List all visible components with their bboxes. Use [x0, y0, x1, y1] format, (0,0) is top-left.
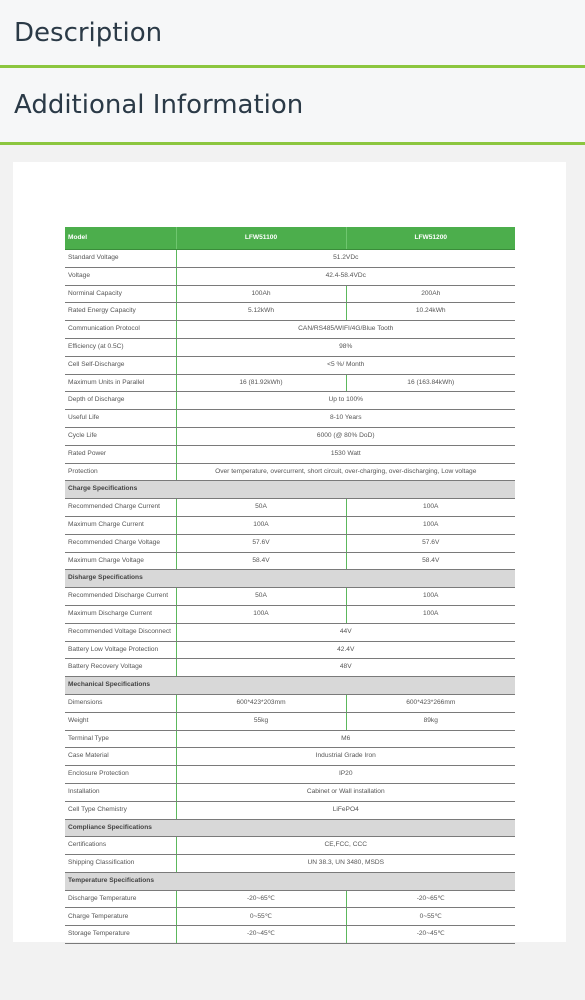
table-row — [65, 588, 515, 606]
row-label: Useful Life — [65, 410, 176, 428]
row-label: Cell Type Chemistry — [65, 801, 176, 819]
row-label: Battery Recovery Voltage — [65, 659, 176, 677]
row-value-lfw51200: -20~45℃ — [346, 926, 515, 944]
row-value-shared: Over temperature, overcurrent, short circuit, over-charging, over-discharging, Low voltage — [176, 463, 515, 481]
table-section-row — [65, 872, 515, 890]
row-label: Communication Protocol — [65, 321, 176, 339]
row-label: Case Material — [65, 748, 176, 766]
row-value-shared: CE,FCC, CCC — [176, 837, 515, 855]
table-header-cell: Model — [65, 227, 176, 250]
row-value-lfw51100: -20~45℃ — [176, 926, 346, 944]
row-value-shared: 44V — [176, 623, 515, 641]
table-row — [65, 285, 515, 303]
table-row — [65, 356, 515, 374]
row-label: Charge Temperature — [65, 908, 176, 926]
row-label: Voltage — [65, 267, 176, 285]
row-value-shared: IP20 — [176, 766, 515, 784]
row-value-lfw51200: 600*423*266mm — [346, 694, 515, 712]
row-value-lfw51100: 58.4V — [176, 552, 346, 570]
row-value-shared: UN 38.3, UN 3480, MSDS — [176, 855, 515, 873]
row-value-shared: LiFePO4 — [176, 801, 515, 819]
table-row — [65, 250, 515, 268]
row-label: Maximum Charge Current — [65, 516, 176, 534]
table-row — [65, 641, 515, 659]
row-value-lfw51200: 58.4V — [346, 552, 515, 570]
section-title: Disharge Specifications — [65, 570, 515, 588]
row-value-lfw51200: 10.24kWh — [346, 303, 515, 321]
table-row — [65, 267, 515, 285]
row-value-lfw51100: 55kg — [176, 712, 346, 730]
row-value-shared: Up to 100% — [176, 392, 515, 410]
table-row — [65, 837, 515, 855]
table-row — [65, 445, 515, 463]
row-value-lfw51200: 100A — [346, 605, 515, 623]
table-row — [65, 801, 515, 819]
row-value-lfw51200: 16 (163.84kWh) — [346, 374, 515, 392]
row-label: Rated Energy Capacity — [65, 303, 176, 321]
tab-additional-information-label: Additional Information — [14, 90, 304, 120]
table-header-cell: LFW51200 — [346, 227, 515, 250]
row-value-shared: M6 — [176, 730, 515, 748]
tab-description-label: Description — [14, 17, 163, 48]
row-label: Certifications — [65, 837, 176, 855]
row-value-lfw51100: 50A — [176, 588, 346, 606]
table-row — [65, 552, 515, 570]
row-value-lfw51100: -20~65℃ — [176, 890, 346, 908]
row-label: Recommended Voltage Disconnect — [65, 623, 176, 641]
row-label: Depth of Discharge — [65, 392, 176, 410]
row-value-shared: 42.4V — [176, 641, 515, 659]
row-value-shared: 8-10 Years — [176, 410, 515, 428]
table-section-row — [65, 570, 515, 588]
content-area — [0, 145, 585, 1000]
table-row — [65, 712, 515, 730]
row-value-lfw51100: 0~55℃ — [176, 908, 346, 926]
row-value-shared: 6000 (@ 80% DoD) — [176, 427, 515, 445]
row-value-lfw51200: 89kg — [346, 712, 515, 730]
row-label: Cell Self-Discharge — [65, 356, 176, 374]
row-label: Installation — [65, 783, 176, 801]
table-row — [65, 748, 515, 766]
table-row — [65, 730, 515, 748]
table-row — [65, 926, 515, 944]
row-value-shared: 42.4-58.4VDc — [176, 267, 515, 285]
row-label: Recommended Charge Current — [65, 499, 176, 517]
table-row — [65, 908, 515, 926]
row-value-shared: CAN/RS485/WIFI/4G/Blue Tooth — [176, 321, 515, 339]
row-label: Standard Voltage — [65, 250, 176, 268]
row-label: Maximum Charge Voltage — [65, 552, 176, 570]
table-row — [65, 694, 515, 712]
row-label: Maximum Units in Parallel — [65, 374, 176, 392]
spec-table — [65, 227, 515, 944]
table-row — [65, 534, 515, 552]
spec-sheet-image — [13, 162, 566, 942]
section-title: Mechanical Specifications — [65, 677, 515, 695]
table-row — [65, 427, 515, 445]
row-value-shared: Cabinet or Wall installation — [176, 783, 515, 801]
row-label: Dimensions — [65, 694, 176, 712]
table-row — [65, 890, 515, 908]
row-label: Storage Temperature — [65, 926, 176, 944]
table-row — [65, 855, 515, 873]
row-value-shared: Industrial Grade Iron — [176, 748, 515, 766]
table-row — [65, 338, 515, 356]
table-section-row — [65, 677, 515, 695]
row-value-lfw51100: 100A — [176, 605, 346, 623]
table-header-row — [65, 227, 515, 250]
section-title: Compliance Specifications — [65, 819, 515, 837]
row-value-lfw51100: 600*423*203mm — [176, 694, 346, 712]
row-value-lfw51200: 200Ah — [346, 285, 515, 303]
row-value-lfw51200: -20~65℃ — [346, 890, 515, 908]
table-section-row — [65, 481, 515, 499]
row-label: Maximum Discharge Current — [65, 605, 176, 623]
row-value-lfw51100: 50A — [176, 499, 346, 517]
section-title: Temperature Specifications — [65, 872, 515, 890]
table-row — [65, 783, 515, 801]
row-label: Enclosure Protection — [65, 766, 176, 784]
row-label: Recommended Discharge Current — [65, 588, 176, 606]
row-label: Rated Power — [65, 445, 176, 463]
row-label: Terminal Type — [65, 730, 176, 748]
row-value-lfw51200: 0~55℃ — [346, 908, 515, 926]
table-row — [65, 516, 515, 534]
tab-additional-information[interactable] — [0, 68, 585, 145]
table-row — [65, 392, 515, 410]
row-value-lfw51100: 100Ah — [176, 285, 346, 303]
row-label: Shipping Classification — [65, 855, 176, 873]
row-value-lfw51100: 57.6V — [176, 534, 346, 552]
row-label: Weight — [65, 712, 176, 730]
row-value-lfw51100: 100A — [176, 516, 346, 534]
table-row — [65, 623, 515, 641]
row-value-shared: 48V — [176, 659, 515, 677]
row-value-shared: 51.2VDc — [176, 250, 515, 268]
row-label: Norminal Capacity — [65, 285, 176, 303]
row-value-lfw51100: 5.12kWh — [176, 303, 346, 321]
tab-description[interactable] — [0, 0, 585, 68]
row-label: Cycle Life — [65, 427, 176, 445]
row-value-lfw51200: 57.6V — [346, 534, 515, 552]
table-row — [65, 605, 515, 623]
table-row — [65, 321, 515, 339]
table-row — [65, 499, 515, 517]
row-value-shared: <5 %/ Month — [176, 356, 515, 374]
table-row — [65, 374, 515, 392]
row-label: Efficiency (at 0.5C) — [65, 338, 176, 356]
table-row — [65, 303, 515, 321]
row-value-lfw51200: 100A — [346, 516, 515, 534]
section-title: Charge Specifications — [65, 481, 515, 499]
table-row — [65, 410, 515, 428]
row-label: Protection — [65, 463, 176, 481]
row-value-lfw51200: 100A — [346, 499, 515, 517]
table-section-row — [65, 819, 515, 837]
table-row — [65, 659, 515, 677]
table-row — [65, 463, 515, 481]
table-header-cell: LFW51100 — [176, 227, 346, 250]
row-value-shared: 98% — [176, 338, 515, 356]
row-value-lfw51100: 16 (81.92kWh) — [176, 374, 346, 392]
row-label: Recommended Charge Voltage — [65, 534, 176, 552]
row-label: Battery Low Voltage Protection — [65, 641, 176, 659]
table-row — [65, 766, 515, 784]
row-label: Discharge Temperature — [65, 890, 176, 908]
row-value-lfw51200: 100A — [346, 588, 515, 606]
row-value-shared: 1530 Watt — [176, 445, 515, 463]
